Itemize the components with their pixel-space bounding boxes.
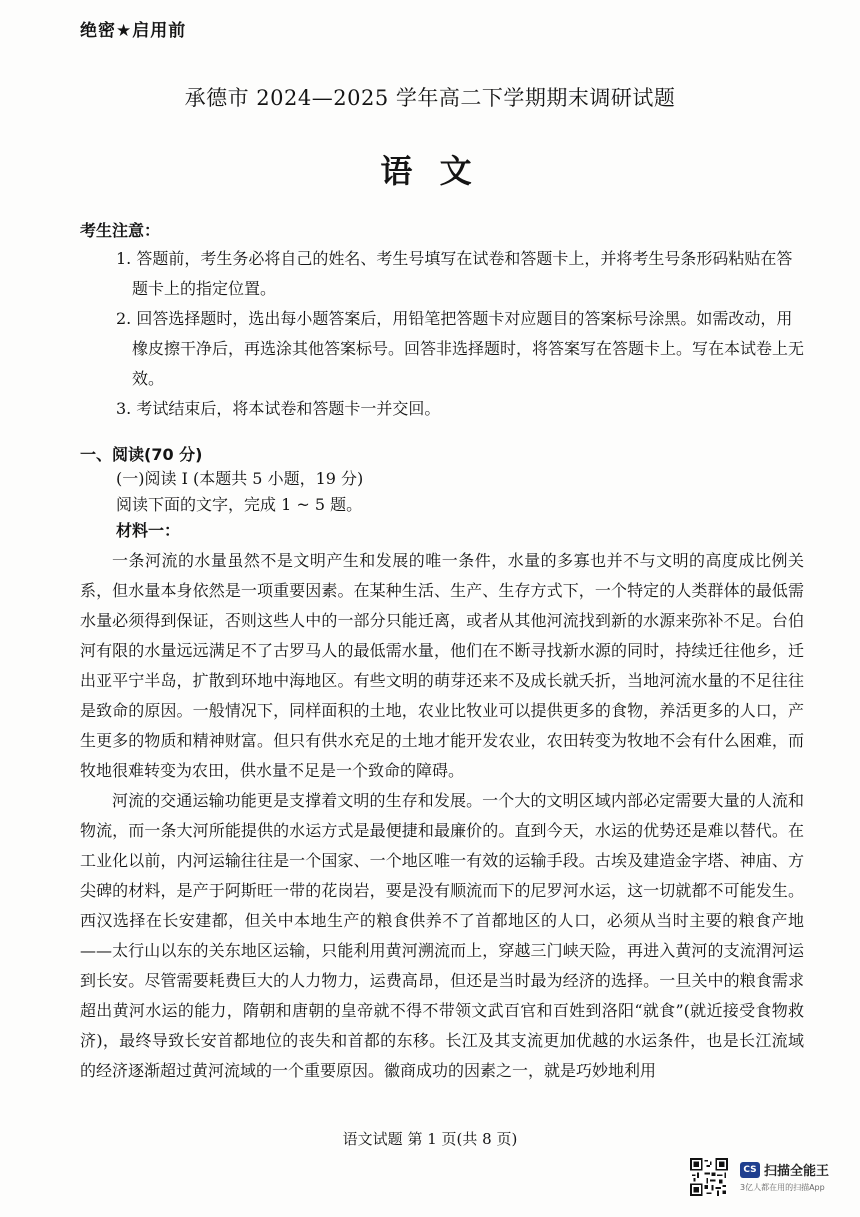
scanner-app-name: 扫描全能王 xyxy=(764,1164,830,1179)
reading-intro xyxy=(116,466,363,544)
sub-section-heading: (一)阅读 I (本题共 5 小题，19 分) xyxy=(116,469,364,488)
notice-item: 2. 回答选择题时，选出每小题答案后，用铅笔把答题卡对应题目的答案标号涂黑。如需改动，用橡皮擦干净后，再选涂其他答案标号。回答非选择题时，将答案写在答题卡上。写在本试卷上无效。 xyxy=(116,309,805,388)
material-label: 材料一： xyxy=(116,521,181,540)
exam-title: 承德市 2024—2025 学年高二下学期期末调研试题 xyxy=(184,86,676,110)
section-heading: 一、阅读(70 分) xyxy=(80,445,203,464)
notice-item: 3. 考试结束后，将本试卷和答题卡一并交回。 xyxy=(116,399,441,418)
notice-heading: 考生注意： xyxy=(80,221,161,240)
article-body xyxy=(80,546,804,1086)
page-footer: 语文试题 第 1 页(共 8 页) xyxy=(342,1130,518,1148)
notice-item: 1. 答题前，考生务必将自己的姓名、考生号填写在试卷和答题卡上，并将考生号条形码粘贴在答题卡上的指定位置。 xyxy=(116,249,793,298)
article-paragraph: 一条河流的水量虽然不是文明产生和发展的唯一条件，水量的多寡也并不与文明的高度成比例关系，但水量本身依然是一项重要因素。在某种生活、生产、生存方式下，一个特定的人类群体的最低需水量必须得到保证，否则这些人中的一部分只能迁离，或者从其他河流找到新的水源来弥补不足。台伯河有限的水量远远满足不了古罗马人的最低需水量，他们在不断寻找新水源的同时，持续迁往他乡，迁出亚平宁半岛，扩散到环地中海地区。有些文明的萌芽还来不及成长就夭折，当地河流水量的不足往往是致命的原因。一般情况下，同样面积的土地，农业比牧业可以提供更多的食物，养活更多的人口，产生更多的物质和精神财富。但只有供水充足的土地才能开发农业，农田转变为牧地不会有什么困难，而牧地很难转变为农田，供水量不足是一个致命的障碍。 xyxy=(80,551,804,780)
article-paragraph: 河流的交通运输功能更是支撑着文明的生存和发展。一个大的文明区域内部必定需要大量的人流和物流，而一条大河所能提供的水运方式是最便捷和最廉价的。直到今天，水运的优势还是难以替代。在工业化以前，内河运输往往是一个国家、一个地区唯一有效的运输手段。古埃及建造金字塔、神庙、方尖碑的材料，是产于阿斯旺一带的花岗岩，要是没有顺流而下的尼罗河水运，这一切就都不可能发生。西汉选择在长安建都，但关中本地生产的粮食供养不了首都地区的人口，必须从当时主要的粮食产地——太行山以东的关东地区运输，只能利用黄河溯流而上，穿越三门峡天险，再进入黄河的支流渭河运到长安。尽管需要耗费巨大的人力物力，运费高昂，但还是当时最为经济的选择。一旦关中的粮食需求超出黄河水运的能力，隋朝和唐朝的皇帝就不得不带领文武百官和百姓到洛阳“就食”(就近接受食物救济)，最终导致长安首都地位的丧失和首都的东移。长江及其支流更加优越的水运条件，也是长江流域的经济逐渐超过黄河流域的一个重要原因。徽商成功的因素之一，就是巧妙地利用 xyxy=(80,791,804,1080)
reading-instruction: 阅读下面的文字，完成 1 ~ 5 题。 xyxy=(116,495,363,514)
scanner-logo-icon: CS xyxy=(740,1162,760,1178)
scanner-tagline: 3亿人都在用的扫描App xyxy=(740,1183,825,1192)
notice-list xyxy=(116,244,806,424)
subject-title: 语 文 xyxy=(380,152,480,190)
secret-mark: 绝密★启用前 xyxy=(80,21,187,41)
qr-code-icon xyxy=(690,1158,728,1196)
